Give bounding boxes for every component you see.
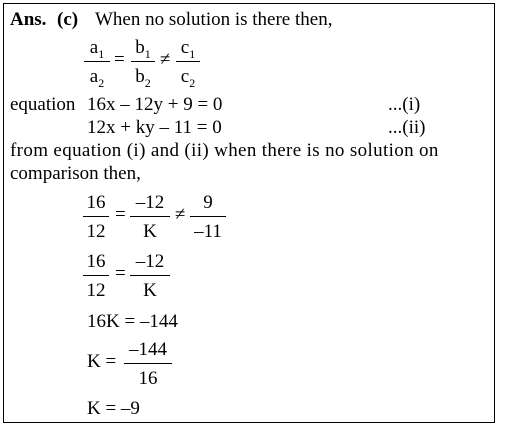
fraction-bar — [190, 216, 226, 217]
c-symbol: c — [180, 37, 190, 58]
not-equals-sign: ≠ — [175, 204, 186, 225]
c2-subscript: 2 — [189, 76, 196, 90]
paragraph-line-1: from equation (i) and (ii) when there is no solution on — [10, 140, 439, 161]
step1-fraction-2 — [130, 193, 170, 241]
numerator: 16 — [86, 251, 106, 272]
step5-result: K = –9 — [87, 398, 140, 419]
paragraph-line-2: comparison then, — [10, 163, 141, 184]
equation-prefix: equation — [10, 94, 76, 115]
a1-subscript: 1 — [98, 47, 105, 61]
fraction-bar — [83, 216, 109, 217]
numerator: –144 — [129, 339, 167, 360]
fraction-bar — [130, 216, 170, 217]
a2-subscript: 2 — [98, 76, 105, 90]
b1-subscript: 1 — [144, 47, 151, 61]
a-symbol: a — [89, 66, 99, 87]
step1-fraction-3 — [190, 193, 226, 241]
c-symbol: c — [180, 66, 190, 87]
equals-sign: = — [115, 204, 126, 225]
step4-lhs: K = — [87, 351, 117, 372]
equation-1: 16x – 12y + 9 = 0 — [87, 94, 223, 115]
step3-equation: 16K = –144 — [87, 311, 178, 332]
numerator: 16 — [86, 192, 106, 213]
equals-sign: = — [115, 263, 126, 284]
denominator: 12 — [86, 221, 106, 242]
step1-fraction-1 — [83, 193, 109, 241]
b-symbol: b — [135, 37, 145, 58]
denominator: 16 — [138, 368, 158, 389]
step2-fraction-2 — [130, 252, 170, 300]
denominator: 12 — [86, 280, 106, 301]
fraction-bar — [176, 61, 200, 62]
denominator: K — [143, 280, 157, 301]
fraction-bar — [84, 61, 110, 62]
fraction-bar — [83, 275, 109, 276]
numerator: 9 — [203, 192, 213, 213]
numerator: –12 — [135, 251, 165, 272]
fraction-c — [176, 37, 200, 90]
fraction-bar — [124, 363, 172, 364]
b2-subscript: 2 — [144, 76, 151, 90]
fraction-a — [84, 37, 110, 90]
fraction-bar — [130, 275, 170, 276]
fraction-b — [131, 37, 155, 90]
equals-sign: = — [114, 49, 125, 70]
step4-fraction — [124, 340, 172, 388]
a-symbol: a — [89, 37, 99, 58]
intro-text: When no solution is there then, — [95, 9, 333, 30]
answer-box — [3, 3, 495, 423]
part-label: (c) — [57, 9, 79, 30]
b-symbol: b — [135, 66, 145, 87]
equation-1-tag: ...(i) — [388, 94, 421, 115]
equation-2-tag: ...(ii) — [388, 117, 426, 138]
numerator: –12 — [135, 192, 165, 213]
c1-subscript: 1 — [189, 47, 196, 61]
denominator: –11 — [194, 221, 222, 242]
step2-fraction-1 — [83, 252, 109, 300]
denominator: K — [143, 221, 157, 242]
fraction-bar — [131, 61, 155, 62]
not-equals-sign: ≠ — [160, 49, 171, 70]
ans-label: Ans. — [10, 9, 47, 30]
equation-2: 12x + ky – 11 = 0 — [87, 117, 222, 138]
